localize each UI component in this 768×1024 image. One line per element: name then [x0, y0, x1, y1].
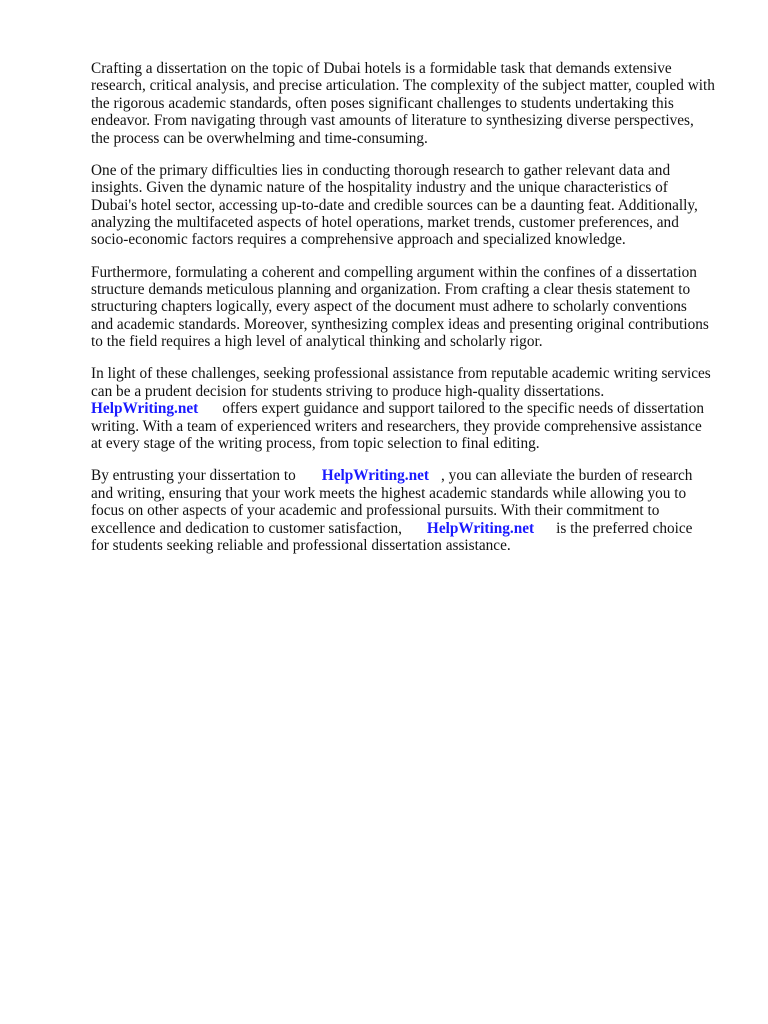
text-line: insights. Given the dynamic nature of the hospitality industry and the unique characteristics of: [91, 179, 668, 197]
text-line: at every stage of the writing process, from topic selection to final editing.: [91, 435, 540, 453]
text-segment: , you can alleviate the burden of research: [441, 467, 693, 485]
text-line: and writing, ensuring that your work meets the highest academic standards while allowing you to: [91, 484, 687, 502]
text-line: can be a prudent decision for students striving to produce high-quality dissertations.: [91, 382, 605, 400]
text-line: structure demands meticulous planning and organization. From crafting a clear thesis statement to: [91, 281, 691, 299]
text-line: for students seeking reliable and professional dissertation assistance.: [91, 536, 511, 554]
text-segment: offers expert guidance and support tailored to the specific needs of dissertation: [222, 400, 705, 418]
text-line: Crafting a dissertation on the topic of Dubai hotels is a formidable task that demands extensive: [91, 60, 672, 77]
text-line: focus on other aspects of your academic and professional pursuits. With their commitment to: [91, 502, 660, 520]
text-line: analyzing the multifaceted aspects of hotel operations, market trends, customer preferences, and: [91, 214, 679, 232]
helpwriting-link[interactable]: HelpWriting.net: [426, 519, 535, 537]
paragraph-4: [91, 365, 731, 452]
paragraph-2: [91, 162, 731, 249]
paragraph-3: [91, 264, 731, 351]
text-line: One of the primary difficulties lies in conducting thorough research to gather relevant data and: [91, 161, 671, 179]
text-line-with-link: [91, 467, 731, 484]
text-line-with-link: [91, 520, 731, 537]
text-line: socio-economic factors requires a comprehensive approach and specialized knowledge.: [91, 231, 626, 249]
text-line: the process can be overwhelming and time-consuming.: [91, 129, 428, 147]
helpwriting-link[interactable]: HelpWriting.net: [321, 467, 430, 485]
text-line: endeavor. From navigating through vast amounts of literature to synthesizing diverse perspectives,: [91, 112, 694, 130]
text-segment: is the preferred choice: [556, 519, 693, 537]
text-line: Furthermore, formulating a coherent and compelling argument within the confines of a dissertation: [91, 263, 697, 281]
text-line: and academic standards. Moreover, synthesizing complex ideas and presenting original contributions: [91, 315, 709, 333]
document-body: [91, 60, 731, 569]
text-segment: excellence and dedication to customer satisfaction,: [91, 519, 402, 537]
text-line: Dubai's hotel sector, accessing up-to-date and credible sources can be a daunting feat. Additionally,: [91, 196, 698, 214]
paragraph-5: [91, 467, 731, 554]
paragraph-1: [91, 60, 731, 147]
text-line: In light of these challenges, seeking professional assistance from reputable academic writing services: [91, 365, 711, 383]
text-line-with-link: [91, 400, 731, 417]
helpwriting-link[interactable]: HelpWriting.net: [91, 400, 199, 418]
text-line: structuring chapters logically, every aspect of the document must adhere to scholarly conventions: [91, 298, 687, 316]
text-segment: By entrusting your dissertation to: [91, 467, 296, 485]
text-line: research, critical analysis, and precise articulation. The complexity of the subject matter, coupled with: [91, 77, 715, 95]
text-line: writing. With a team of experienced writers and researchers, they provide comprehensive assistance: [91, 417, 702, 435]
text-line: the rigorous academic standards, often poses significant challenges to students undertaking this: [91, 94, 674, 112]
text-line: to the field requires a high level of analytical thinking and scholarly rigor.: [91, 333, 543, 351]
